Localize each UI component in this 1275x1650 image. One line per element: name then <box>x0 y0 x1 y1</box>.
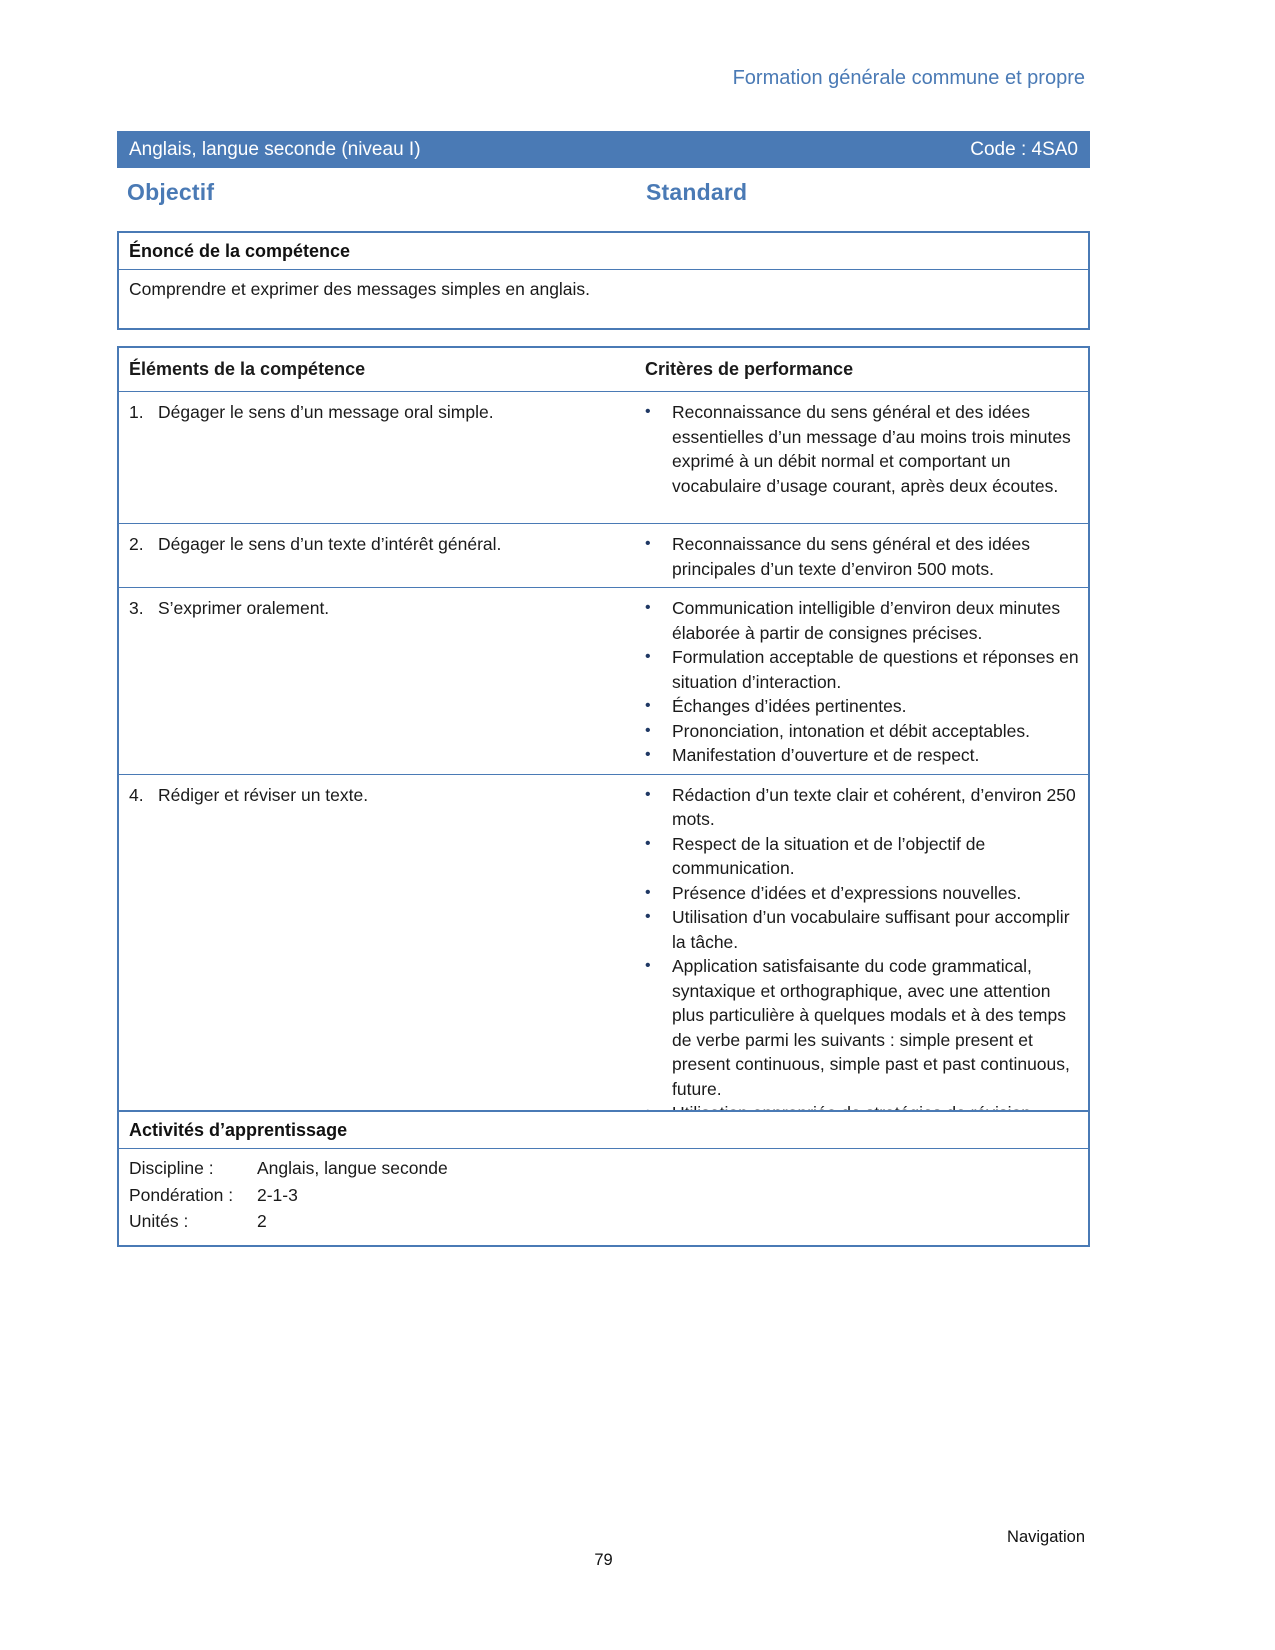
criteria-text: Communication intelligible d’environ deux minutes élaborée à partir de consignes précises. <box>672 598 1061 643</box>
bullet-icon: • <box>645 746 651 763</box>
competence-row <box>119 523 1088 587</box>
bullet-icon: • <box>645 599 651 616</box>
criteria-text: Reconnaissance du sens général et des idées principales d’un texte d’environ 500 mots. <box>672 534 1031 579</box>
criteria-text: Rédaction d’un texte clair et cohérent, d’environ 250 mots. <box>672 784 1076 829</box>
standard-heading: Standard <box>646 179 748 205</box>
criteria-item <box>645 954 1080 1101</box>
criteria-item <box>645 743 1080 768</box>
bullet-icon: • <box>645 648 651 665</box>
activites-header: Activités d’apprentissage <box>119 1112 1088 1149</box>
bullet-icon: • <box>645 785 651 803</box>
activite-row <box>129 1155 1078 1182</box>
competence-table <box>117 346 1090 1134</box>
course-title-banner <box>117 131 1090 168</box>
activite-value: 2-1-3 <box>257 1184 298 1205</box>
element-cell <box>119 392 645 523</box>
element-item <box>129 596 633 621</box>
activite-row <box>129 1182 1078 1209</box>
competence-table-header-row <box>119 348 1088 391</box>
element-number: 2. <box>129 534 144 554</box>
element-number: 4. <box>129 784 144 805</box>
footer-page-number: 79 <box>594 1551 613 1569</box>
criteres-column-header: Critères de performance <box>645 359 854 379</box>
criteria-item <box>645 881 1080 906</box>
competence-table-rows <box>119 391 1088 1132</box>
element-text: S’exprimer oralement. <box>158 598 330 618</box>
activite-value: 2 <box>257 1211 267 1231</box>
enonce-competence-box <box>117 231 1090 330</box>
criteria-text: Utilisation d’un vocabulaire suffisant pour accomplir la tâche. <box>672 907 1070 952</box>
bullet-icon: • <box>645 908 651 925</box>
element-item <box>129 532 633 557</box>
activites-rows <box>119 1149 1088 1245</box>
column-headings <box>117 179 1090 209</box>
criteria-cell <box>645 524 1088 587</box>
enonce-body: Comprendre et exprimer des messages simples en anglais. <box>129 279 591 299</box>
element-cell <box>119 775 645 1132</box>
element-number: 3. <box>129 598 144 618</box>
criteria-cell <box>645 775 1088 1132</box>
element-cell <box>119 524 645 587</box>
competence-row <box>119 774 1088 1132</box>
criteria-cell <box>645 392 1088 523</box>
criteria-item <box>645 694 1080 719</box>
course-title: Anglais, langue seconde (niveau I) <box>129 138 421 160</box>
footer-navigation-label: Navigation <box>1007 1528 1085 1546</box>
competence-row <box>119 587 1088 774</box>
activites-apprentissage-box <box>117 1110 1090 1247</box>
element-cell <box>119 588 645 774</box>
criteria-item <box>645 719 1080 744</box>
bullet-icon: • <box>645 535 651 552</box>
criteria-text: Application satisfaisante du code grammatical, syntaxique et orthographique, avec une attention plus particulière à quelques modals et à des temps de verbe parmi les suivants : simple present et present continuous, simple past et past continuous, future. <box>672 956 1070 1099</box>
enonce-header: Énoncé de la compétence <box>119 233 1088 270</box>
criteria-item <box>645 905 1080 954</box>
element-item <box>129 783 633 808</box>
bullet-icon: • <box>645 834 651 852</box>
elements-column-header: Éléments de la compétence <box>129 359 366 379</box>
criteria-text: Échanges d’idées pertinentes. <box>672 696 907 716</box>
activite-label: Pondération : <box>129 1184 234 1205</box>
document-section-title: Formation générale commune et propre <box>732 67 1085 89</box>
element-item <box>129 400 633 425</box>
criteria-text: Manifestation d’ouverture et de respect. <box>672 745 980 765</box>
criteria-item <box>645 832 1080 881</box>
activite-label: Discipline : <box>129 1158 214 1178</box>
element-text: Dégager le sens d’un message oral simple. <box>158 402 494 422</box>
criteria-item <box>645 645 1080 694</box>
criteria-text: Présence d’idées et d’expressions nouvelles. <box>672 882 1022 903</box>
activite-value: Anglais, langue seconde <box>257 1158 448 1178</box>
activite-label: Unités : <box>129 1211 189 1231</box>
criteria-item <box>645 596 1080 645</box>
element-text: Dégager le sens d’un texte d’intérêt général. <box>158 534 502 554</box>
bullet-icon: • <box>645 957 651 974</box>
criteria-cell <box>645 588 1088 774</box>
bullet-icon: • <box>645 697 651 714</box>
criteria-item <box>645 532 1080 581</box>
bullet-icon: • <box>645 883 651 901</box>
criteria-text: Prononciation, intonation et débit acceptables. <box>672 720 1031 741</box>
element-number: 1. <box>129 402 144 422</box>
objectif-heading: Objectif <box>127 179 215 205</box>
bullet-icon: • <box>645 403 651 420</box>
criteria-item <box>645 783 1080 832</box>
criteria-text: Respect de la situation et de l’objectif de communication. <box>672 833 986 878</box>
criteria-text: Formulation acceptable de questions et réponses en situation d’interaction. <box>672 647 1079 692</box>
criteria-text: Reconnaissance du sens général et des idées essentielles d’un message d’au moins trois minutes exprimé à un débit normal et comportant un vocabulaire d’usage courant, après deux écoutes. <box>672 402 1071 496</box>
bullet-icon: • <box>645 721 651 739</box>
course-code: Code : 4SA0 <box>970 138 1078 160</box>
competence-row <box>119 391 1088 523</box>
activite-row <box>129 1208 1078 1235</box>
element-text: Rédiger et réviser un texte. <box>158 784 369 805</box>
criteria-item <box>645 400 1080 498</box>
